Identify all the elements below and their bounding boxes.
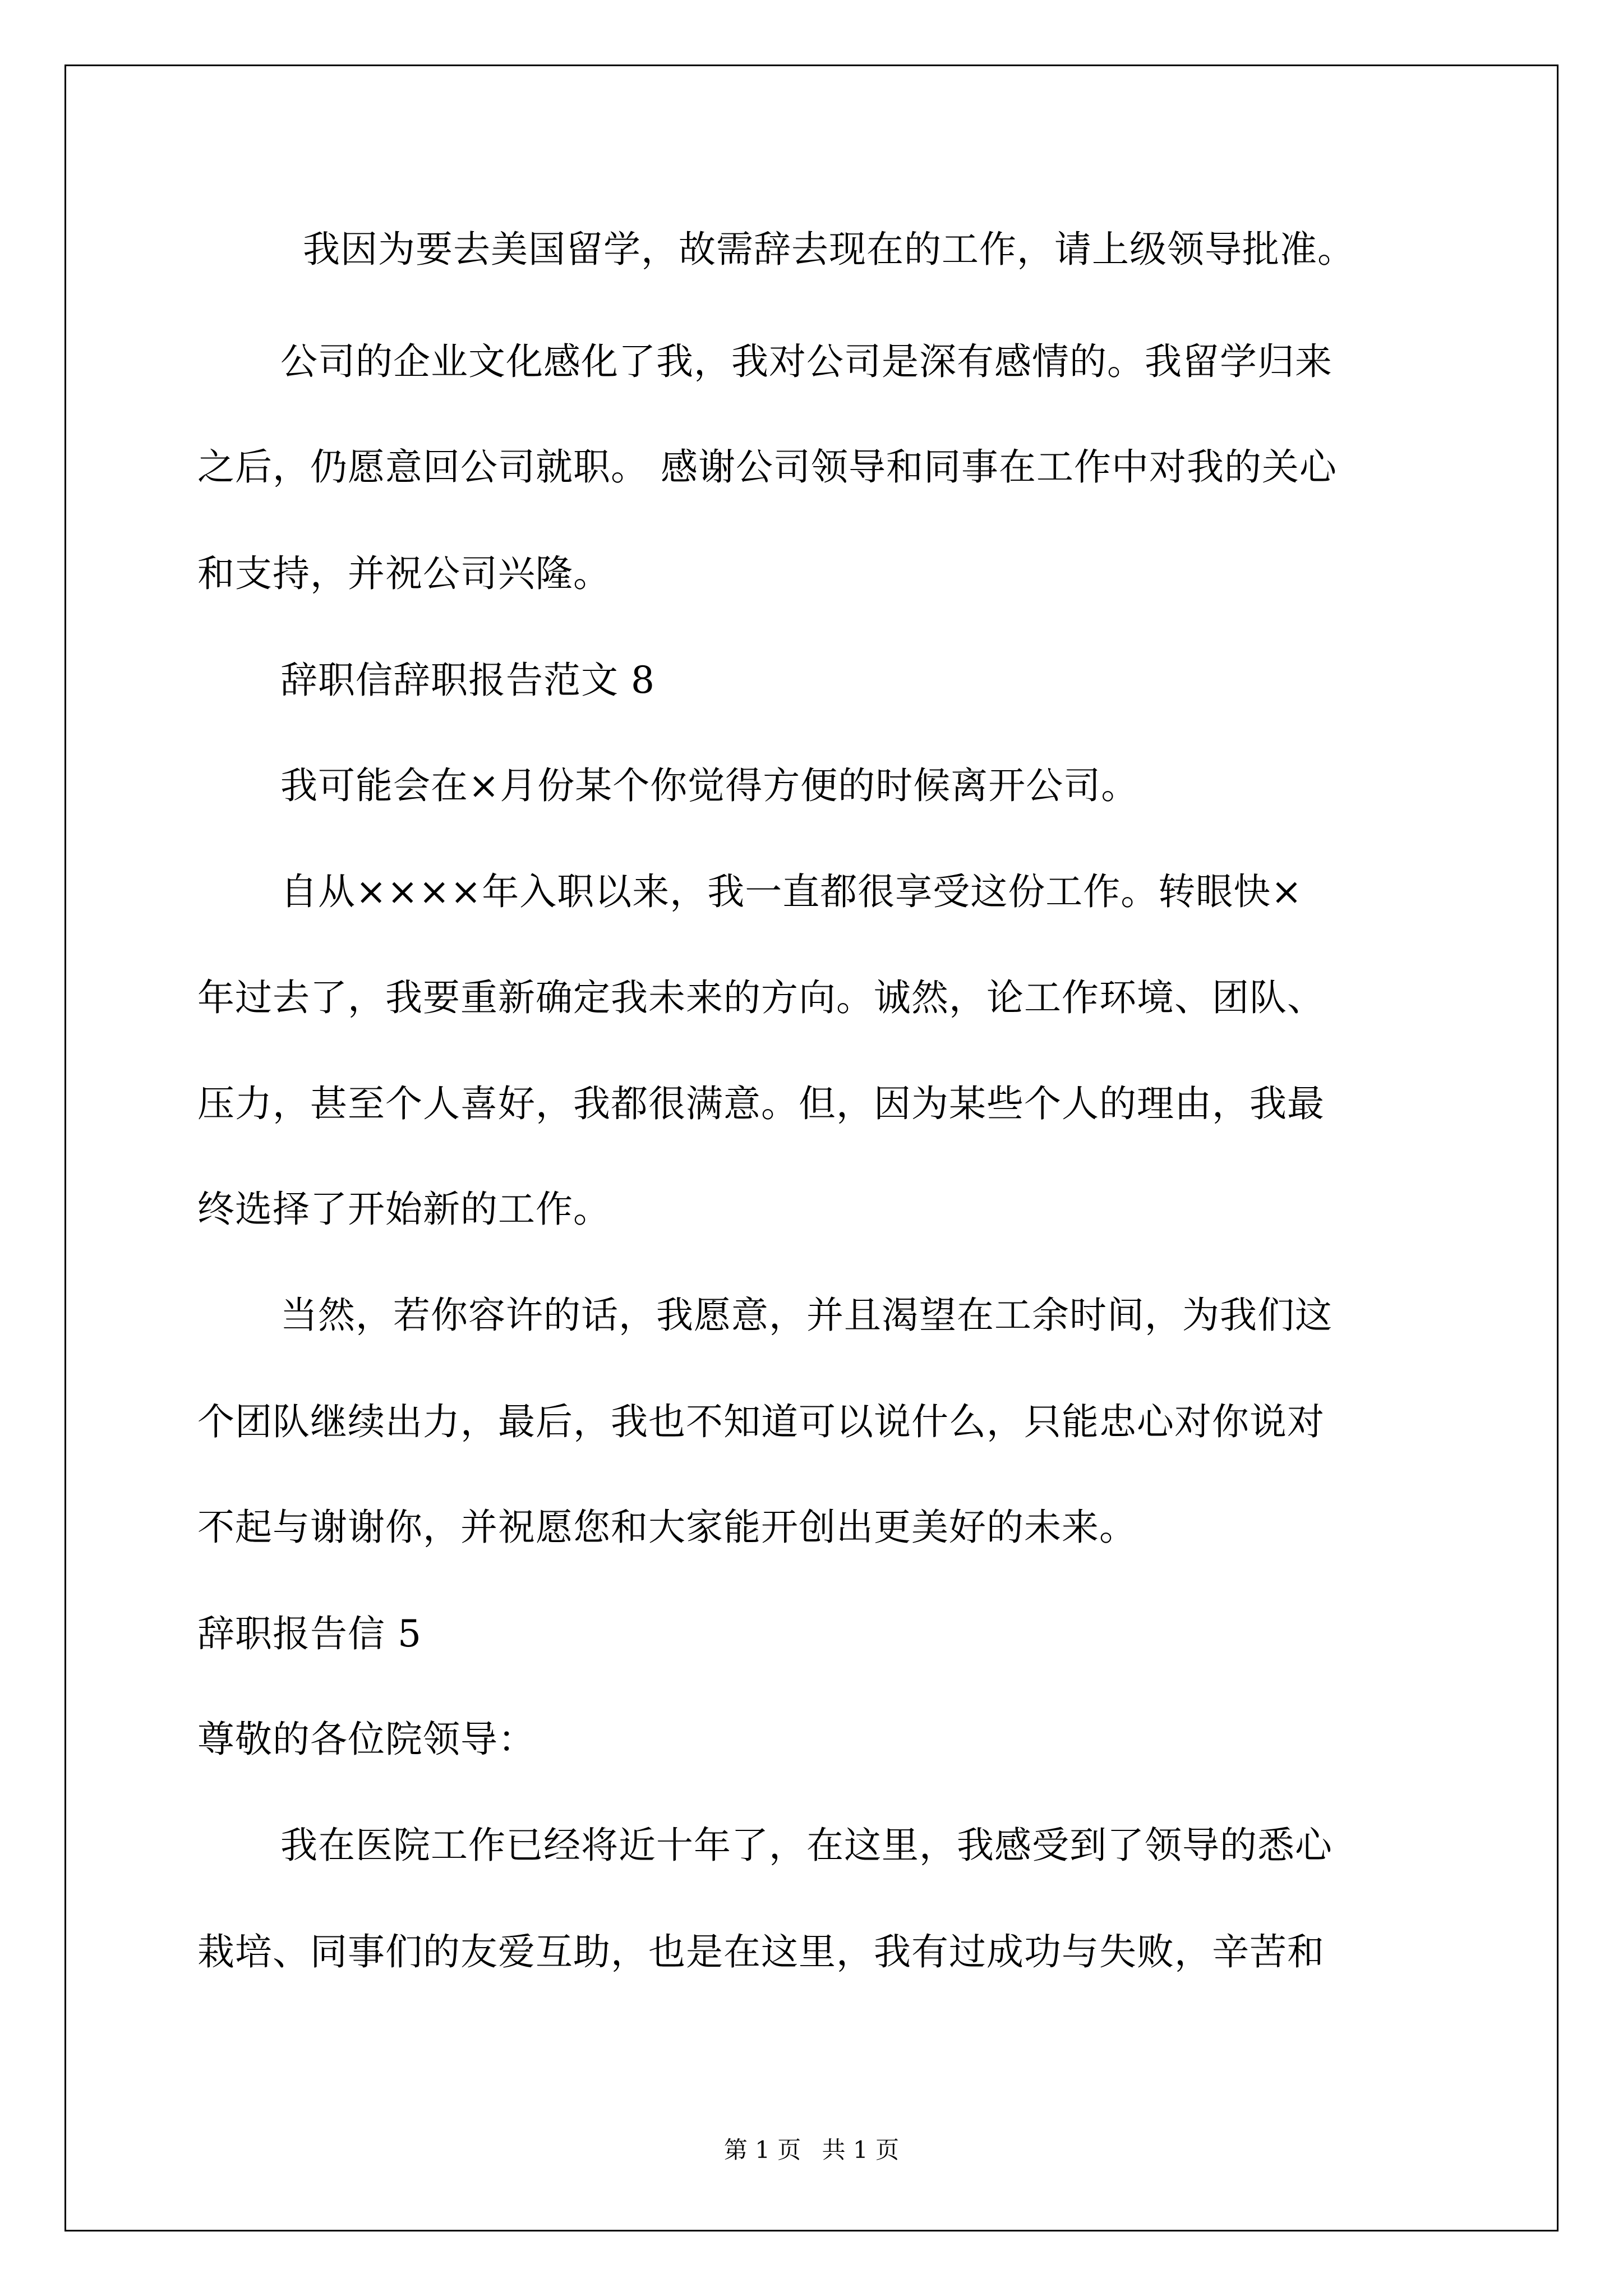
page-number: 第 1 页	[723, 2136, 801, 2164]
text-line-8: 年过去了，我要重新确定我未来的方向。诚然，论工作环境、团队、	[197, 976, 1325, 1019]
salutation: 尊敬的各位院领导：	[197, 1718, 536, 1761]
text-line-11: 当然，若你容许的话，我愿意，并且渴望在工余时间，为我们这	[280, 1294, 1332, 1337]
page-footer	[0, 2132, 1623, 2165]
text-line-17: 栽培、同事们的友爱互助，也是在这里，我有过成功与失败，辛苦和	[197, 1930, 1325, 1973]
page-frame	[64, 65, 1559, 2231]
page-total: 共 1 页	[822, 2136, 900, 2164]
text-line-16: 我在医院工作已经将近十年了，在这里，我感受到了领导的悉心	[280, 1824, 1332, 1867]
text-line-1: 我因为要去美国留学，故需辞去现在的工作，请上级领导批准。	[303, 228, 1355, 271]
text-line-4: 和支持，并祝公司兴隆。	[197, 552, 611, 595]
section-heading-5: 辞职报告信 5	[197, 1612, 422, 1655]
text-line-13: 不起与谢谢你，并祝愿您和大家能开创出更美好的未来。	[197, 1506, 1137, 1549]
text-line-3: 之后，仍愿意回公司就职。 感谢公司领导和同事在工作中对我的关心	[197, 445, 1337, 489]
text-line-6: 我可能会在×月份某个你觉得方便的时候离开公司。	[280, 764, 1139, 807]
text-line-12: 个团队继续出力，最后，我也不知道可以说什么，只能忠心对你说对	[197, 1400, 1325, 1443]
text-line-7: 自从××××年入职以来，我一直都很享受这份工作。转眼快×	[280, 870, 1303, 913]
section-heading-8: 辞职信辞职报告范文 8	[280, 659, 655, 702]
text-line-9: 压力，甚至个人喜好，我都很满意。但，因为某些个人的理由，我最	[197, 1082, 1325, 1125]
text-line-2: 公司的企业文化感化了我，我对公司是深有感情的。我留学归来	[280, 340, 1332, 383]
text-line-10: 终选择了开始新的工作。	[197, 1188, 611, 1231]
